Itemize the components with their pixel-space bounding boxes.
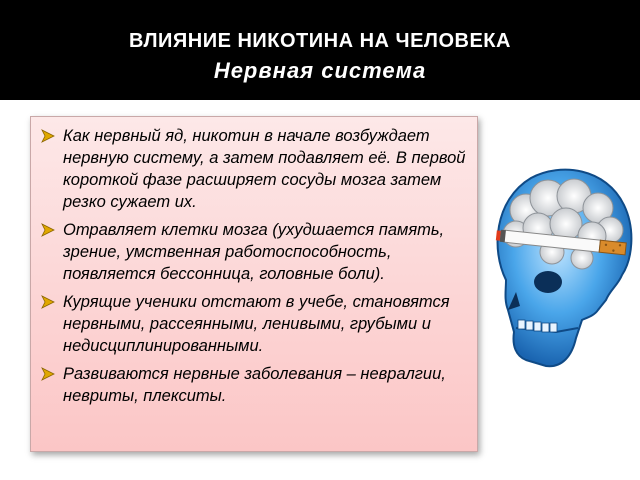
bullet-item: [41, 291, 471, 357]
slide-title: ВЛИЯНИЕ НИКОТИНА НА ЧЕЛОВЕКА: [129, 30, 511, 52]
bullet-text: Отравляет клетки мозга (ухудшается память, зрение, умственная работоспособность, появляется бессонница, головные боли).: [63, 221, 445, 283]
skull-with-cigarette-icon: [486, 160, 634, 380]
arrow-bullet-icon: [41, 223, 55, 237]
bullet-text: Курящие ученики отстают в учебе, становятся нервными, рассеянными, ленивыми, грубыми и недисциплинированными.: [63, 293, 450, 355]
bullet-text: Как нервный яд, никотин в начале возбуждает нервную систему, а затем подавляет её. В первой короткой фазе расширяет сосуды мозга затем резко сужает их.: [63, 127, 466, 211]
bullet-text: Развиваются нервные заболевания – невралгии, невриты, плекситы.: [63, 365, 446, 405]
bullet-item: [41, 219, 471, 285]
arrow-bullet-icon: [41, 295, 55, 309]
content-box: [30, 116, 478, 452]
arrow-bullet-icon: [41, 129, 55, 143]
arrow-bullet-icon: [41, 367, 55, 381]
bullet-item: [41, 363, 471, 407]
bullet-list: [31, 117, 477, 407]
bullet-item: [41, 125, 471, 213]
slide-header: [0, 0, 640, 100]
slide-subtitle: Нервная система: [213, 58, 427, 83]
